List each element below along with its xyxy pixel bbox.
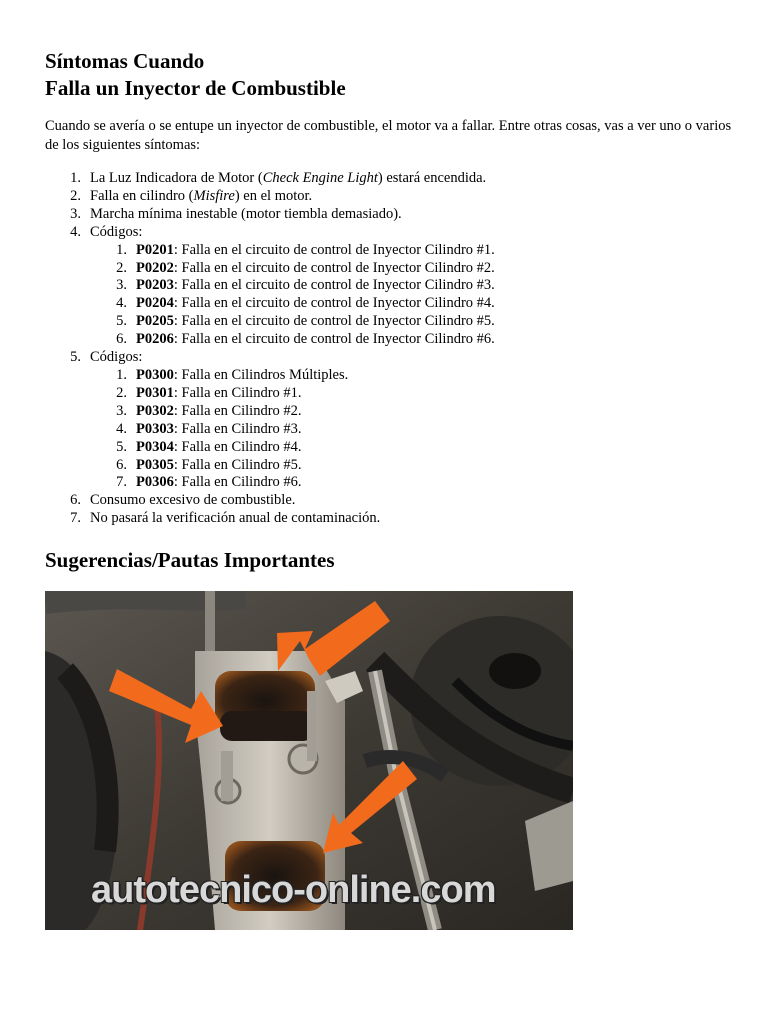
list-number: 5. [116,438,127,455]
code-description: : Falla en el circuito de control de Inyector Cilindro #6. [173,331,495,348]
list-item [45,242,735,260]
list-number: 1. [116,241,127,258]
list-item [45,349,735,367]
code-description: : Falla en Cilindro #3. [173,420,302,437]
list-item [45,206,735,224]
watermark: autotecnico-online.com [91,869,496,911]
code-description: : Falla en Cilindro #2. [173,402,302,419]
list-number: 7. [70,510,81,527]
list-item [45,439,735,457]
code-description: : Falla en el circuito de control de Inyector Cilindro #3. [173,277,495,294]
list-item [45,403,735,421]
list-text: Marcha mínima inestable (motor tiembla demasiado). [90,205,402,222]
code-description: : Falla en Cilindro #4. [173,438,302,455]
list-number: 2. [116,259,127,276]
list-number: 3. [116,402,127,419]
list-number: 3. [70,205,81,222]
list-number: 4. [70,223,81,240]
list-number: 5. [70,349,81,366]
list-number: 3. [116,277,127,294]
list-item [45,474,735,492]
engine-photo [45,591,573,930]
list-text: Códigos: [90,349,143,366]
code-label: P0302 [136,402,174,419]
page-title-line-1: Síntomas Cuando [45,49,205,73]
code-description: : Falla en Cilindro #1. [173,384,302,401]
list-item [45,170,735,188]
list-item [45,367,735,385]
intro-paragraph: Cuando se avería o se entupe un inyector de combustible, el motor va a fallar. Entre otras cosas, vas a ver uno o varios de los siguientes síntomas: [45,118,732,153]
list-item [45,331,735,349]
code-description: : Falla en Cilindro #5. [173,456,302,473]
list-emphasis: Check Engine Light [262,170,378,186]
list-item [45,313,735,331]
list-number: 7. [116,474,127,491]
code-label: P0303 [136,420,174,437]
list-item [45,510,735,528]
list-number: 2. [70,187,81,204]
code-label: P0203 [136,277,174,294]
list-number: 6. [116,331,127,348]
code-list-misfire [45,367,735,492]
list-item [45,295,735,313]
list-text: La Luz Indicadora de Motor ( [90,170,263,186]
code-label: P0301 [136,384,174,401]
code-description: : Falla en Cilindros Múltiples. [173,366,349,383]
code-description: : Falla en el circuito de control de Inyector Cilindro #2. [173,259,495,276]
code-description: : Falla en el circuito de control de Inyector Cilindro #1. [173,241,495,258]
list-item [45,492,735,510]
list-number: 2. [116,384,127,401]
code-label: P0205 [136,313,174,330]
list-item [45,457,735,475]
code-label: P0306 [136,474,174,491]
section-title: Sugerencias/Pautas Importantes [45,548,335,572]
list-text: ) en el motor. [234,187,313,204]
code-label: P0204 [136,295,174,312]
list-item [45,277,735,295]
list-number: 6. [70,492,81,509]
list-text: Falla en cilindro ( [90,187,194,204]
code-label: P0305 [136,456,174,473]
list-text: Códigos: [90,223,143,240]
code-label: P0201 [136,241,174,258]
list-text: ) estará encendida. [377,170,487,186]
code-description: : Falla en Cilindro #6. [173,474,302,491]
list-item [45,188,735,206]
code-description: : Falla en el circuito de control de Inyector Cilindro #5. [173,313,495,330]
code-label: P0304 [136,438,174,455]
list-item [45,260,735,278]
list-item [45,224,735,242]
page-title [45,48,346,102]
code-label: P0206 [136,331,174,348]
code-description: : Falla en el circuito de control de Inyector Cilindro #4. [173,295,495,312]
list-number: 6. [116,456,127,473]
list-number: 4. [116,295,127,312]
code-label: P0202 [136,259,174,276]
list-item [45,421,735,439]
list-text: No pasará la verificación anual de contaminación. [90,510,381,527]
list-number: 5. [116,313,127,330]
code-label: P0300 [136,366,174,383]
list-number: 1. [116,366,127,383]
page-title-line-2: Falla un Inyector de Combustible [45,76,346,100]
list-text: Consumo excesivo de combustible. [90,492,296,509]
code-list-injector [45,242,735,349]
symptom-list [45,170,735,528]
list-emphasis: Misfire [193,187,235,204]
list-number: 4. [116,420,127,437]
list-item [45,385,735,403]
list-number: 1. [70,170,81,186]
